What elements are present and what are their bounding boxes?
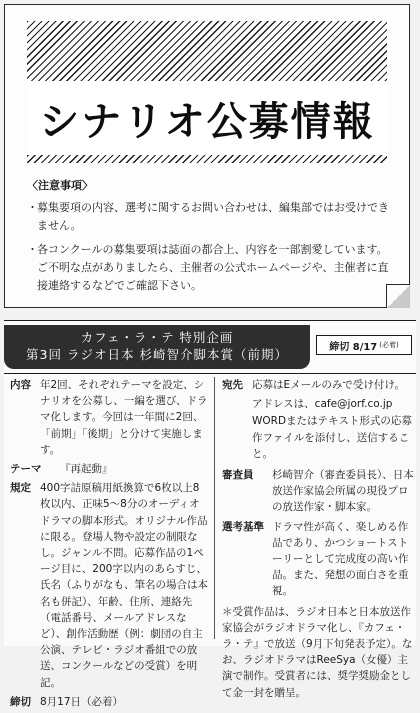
criteria-label: 選考基準 (222, 520, 264, 533)
content-text: 年2回、それぞれテーマを設定、シナリオを公募し、一編を選び、ドラマ化します。今回は一年間に2回、「前期」「後期」と分けて実施します。 (40, 379, 208, 456)
judges-label: 審査員 (222, 469, 254, 482)
left-column (10, 377, 208, 713)
file-format-line: WORDまたはテキスト形式の応募作ファイルを添付し、送信すること。 (252, 415, 412, 460)
header-divider (4, 373, 416, 374)
email-address-line: アドレスは、cafe@jorf.co.jp (252, 398, 393, 411)
page-fold-icon (386, 284, 410, 308)
deadline-entry (10, 694, 208, 710)
address-label: 宛先 (222, 379, 243, 391)
contest-header (4, 325, 310, 369)
content-entry (10, 377, 208, 458)
title-band (27, 81, 387, 155)
deadline-badge-note: (必着) (379, 341, 399, 349)
bullet-icon: ・ (27, 201, 38, 214)
right-column (222, 377, 414, 701)
note-text: 募集要項の内容、選考に関するお問い合わせは、編集部ではお受けできません。 (37, 201, 389, 232)
address-text: 応募はEメールのみで受け付け。 (252, 379, 406, 391)
notice-card (4, 4, 410, 308)
rules-label: 規定 (10, 482, 31, 495)
criteria-text: ドラマ性が高く、楽しめる作品であり、かつショートストーリーとして完成度の高い作品。また、発想の面白さを重視。 (272, 520, 409, 598)
address-entry (222, 377, 414, 393)
fineprint: ＊受賞作品は、ラジオ日本と日本放送作家協会がラジオドラマ化し、『カフェ・ラ・テ』で放送（9月下旬発表予定）。なお、ラジオドラマはReeSya（女優）主演で制作。受賞者には、奨学奨励金として金一封を贈呈。 (222, 605, 413, 699)
bullet-icon: ・ (27, 243, 38, 256)
rules-text: 400字詰原稿用紙換算で6枚以上8枚以内、正味5～8分のオーディオドラマの脚本形式。オリジナル作品に限る。登場人物や設定の制限なし。ジャンル不問。応募作品の1ページ目に、200字以内のあらすじ、氏名（ふりがなも、筆名の場合は本名も併記）、年齢、住所、連絡先（電話番号、メールアドレスなど）、創作活動歴（例：劇団の自主公演、テレビ・ラジオ番組での放送、コンクールなどの受賞）を明記。 (40, 482, 208, 689)
contest-article (4, 320, 416, 708)
note-text: 各コンクールの募集要項は誌面の都合上、内容を一部割愛しています。ご不明な点がありましたら、主催者の公式ホームページや、主催者に直接連絡するなどでご確認下さい。 (37, 243, 389, 292)
column-divider (214, 377, 215, 639)
judges-entry (222, 467, 414, 516)
theme-label: テーマ (10, 463, 42, 476)
theme-text: 『再起動』 (60, 463, 113, 476)
theme-entry (10, 461, 208, 477)
title-panel (27, 21, 387, 163)
deadline-badge (316, 335, 412, 355)
contest-subtitle: カフェ・ラ・テ 特別企画 (80, 330, 234, 345)
judges-text: 杉崎智介（審査委員長）、日本放送作家協会所属の現役プロの放送作家・脚本家。 (272, 469, 414, 514)
page-title: シナリオ公募情報 (39, 98, 375, 145)
criteria-entry (222, 519, 414, 600)
deadline-text: 8月17日（必着） (40, 695, 124, 708)
rules-entry (10, 480, 208, 691)
note-item (27, 241, 397, 295)
deadline-badge-text: 締切 8/17 (329, 341, 378, 353)
contest-title: 第3回 ラジオ日本 杉崎智介脚本賞（前期） (26, 347, 288, 362)
note-item (27, 199, 397, 235)
content-label: 内容 (10, 379, 31, 391)
deadline-label: 締切 (10, 695, 31, 708)
notes-section (27, 177, 397, 301)
notes-heading: 〈注意事項〉 (27, 179, 93, 192)
